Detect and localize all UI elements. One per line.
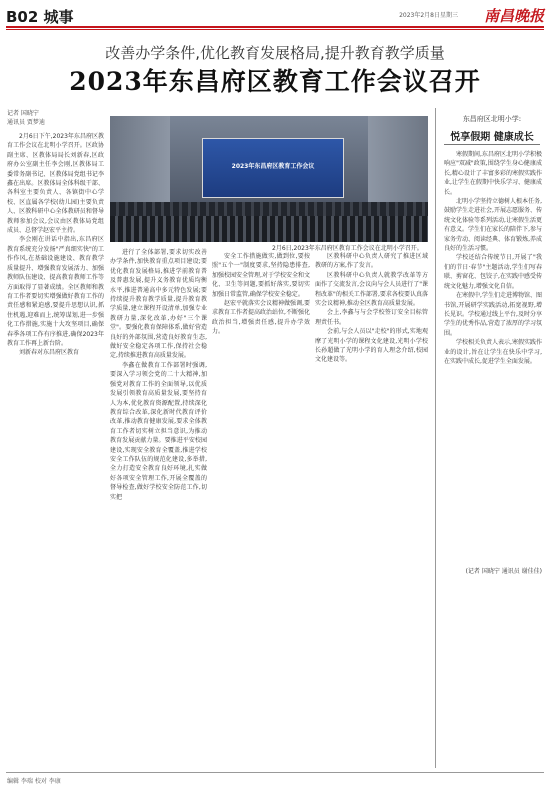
paragraph: 刘新春对东昌府区教育 [19, 349, 80, 357]
column-divider [435, 108, 436, 768]
paragraph: 寒假期间,东昌府区北明小学积极响应"双减"政策,围绕学生身心健康成长,精心设计了丰富多彩的寒假实践作业,让学生在假期中快乐学习、健康成长。 [444, 151, 542, 196]
photo-audience-front [110, 216, 428, 242]
header-rule [6, 26, 544, 28]
section-label: B02 城事 [6, 8, 74, 26]
paragraph: 李会刚在讲话中指出,东昌府区教育系统充分发扬"严真细实快"的工作作风,在基础设施建设、教育教学质量提升、增强教育发展活力、加强教师队伍建设、提高教育教师工作等方面取得了显著成绩。全区教师和教育工作者要切实增强做好教育工作的责任感和紧迫感,要提升思想认识,抓住机遇,迎难而上,统筹谋划,进一步强化工作措施,实施十大攻坚项目,确保春季各项工作有序推进,确保2023年教育工作再上新台阶。 [7, 236, 104, 347]
sidebar-title: 悦享假期 健康成长 [450, 132, 534, 143]
sidebar-rule [444, 144, 540, 145]
issue-date: 2023年2月8日 [399, 12, 440, 19]
photo-curtain-right [368, 116, 428, 206]
paragraph: 区教科研中心负责人就教学改革等方面作了交流发言,会议向与会人员进行了"课程改革"的相关工作部署,要求各校要认真落实会议精神,推动全区教育高质量发展。 [315, 271, 428, 308]
paragraph: 安全工作措施做实,做到位,要按照"五个一"制度要求,坚持隐患排查,加强校园安全管理,对于学校安全和文化、卫生等问题,要抓好落实,要切实加强日常监管,确保学校安全稳定。 [212, 253, 310, 298]
sidebar-article [444, 150, 542, 564]
article-subtitle: 改善办学条件,优化教育发展格局,提升教育教学质量 [105, 44, 445, 62]
paragraph: 进行了全体部署,要求切实改善办学条件,加快教育重点项目建设;要优化教育发展格局,推进学前教育普及普惠发展,提升义务教育优质均衡水平,推进普通高中多元特色发展;要持续提升教育教学质量,提升教育教学质量,建立课程开设清单,加强专业教研力量,深化改革,办好"三个课堂"。要强化教育保障体系,做好营造良好的外部氛围,营造良好教育生态,做好安全稳定各项工作,保持社会稳定,持续推进教育高质量发展。 [110, 249, 207, 360]
paragraph: 会前,与会人员以"走校"的形式,实地观摩了光明小学的课程文化建设,光明小学校长孙超做了光明小学的育人理念介绍,校园文化建设等。 [315, 328, 428, 364]
sidebar-credit: (记者 国晓宁 通讯员 谢佳佳) [465, 568, 542, 575]
article-headline: 2023年东昌府区教育工作会议召开 [69, 67, 481, 96]
paragraph: 2月6日下午,2023年东昌府区教育工作会议在北明小学召开。区政协副主席、区教体局局长刘新春,区政府办公室副主任李会刚,区教体局工委常务副书记、区教体局党组书记李鑫在出席。区教体局全体科级干部、各科室主要负责人、各镇街中心学校、区直属各学校(幼儿园)主要负责人、区教科研中心全体教研员和督导教师参加会议,会议由区教体局党组成员、总督学赵宏平主持。 [7, 133, 104, 235]
sidebar-kicker: 东昌府区北明小学: [462, 115, 522, 123]
article-column-3 [212, 252, 310, 768]
header-rule-thin [6, 29, 544, 30]
footer-rule [6, 772, 544, 773]
byline-reporter: 记者 国晓宁 [7, 110, 39, 117]
article-column-2 [110, 248, 207, 768]
paragraph: 在寒假中,学生们走进博物馆、图书馆,开展研学实践活动,拓宽视野,增长见识。学校通过线上平台,及时分享学生的优秀作品,营造了浓厚的学习氛围。 [444, 292, 542, 337]
paragraph: 赵宏平就落实会议精神做强调,要求教育工作者提高政治站位,不断强化政治担当,增强责任感,提升办学效力。 [212, 300, 310, 336]
paragraph: 北明小学坚持立德树人根本任务,鼓励学生走进社会,开展志愿服务、传统文化体验等系列活动,让寒假生活更有意义。学生们在家长的陪伴下,参与家务劳动、阅读经典、体育锻炼,养成良好的生活习惯。 [444, 198, 542, 253]
paragraph: 学校相关负责人表示,寒假实践作业的设计,旨在让学生在快乐中学习,在实践中成长,促进学生全面发展。 [444, 339, 542, 365]
photo-curtain-left [110, 116, 170, 206]
paragraph: 李鑫在做教育工作部署时强调,要深入学习领会党的二十大精神,加强党对教育工作的全面领导,以优质发展引领教育高质量发展,要坚持育人为本,优化教育资源配置,持续深化教育综合改革,深化新时代教育评价改革,推动教育健康发展,要求全体教育工作者切实树立担当意识,为推动教育发展贡献力量。要推进平安校园建设,实现安全教育全覆盖,推进学校安全工作队伍的规范化建设,多举措,全力打造安全教育良好环境,扎实做好各项安全管理工作,开展全覆盖的督导检查,做好学校安全防范工作,切实把 [110, 361, 207, 501]
issue-weekday: 星期三 [439, 12, 458, 19]
paragraph: 区教科研中心负责人研究了推进区域教研的方案,作了发言。 [315, 253, 428, 270]
byline-correspondent: 通讯员 贾梦迪 [7, 119, 45, 126]
meeting-photo [110, 116, 428, 242]
photo-caption: 2月6日,2023年东昌府区教育工作会议在北明小学召开。 [272, 245, 423, 252]
newspaper-logo: 南昌晚报 [483, 7, 544, 25]
paragraph: 会上,李鑫与与会学校签订安全目标管理责任书。 [315, 309, 428, 326]
page-footer: 编辑 李瑞 校对 李康 [7, 778, 61, 785]
paragraph: 学校还结合传统节日,开展了"我们的节日·春节"主题活动,学生们写春联、剪窗花、包饺子,在实践中感受传统文化魅力,增强文化自信。 [444, 254, 542, 290]
photo-screen-text: 2023年东昌府区教育工作会议 [231, 163, 315, 170]
photo-screen [202, 138, 344, 198]
article-column-4 [315, 252, 428, 768]
article-column-1 [7, 132, 104, 768]
